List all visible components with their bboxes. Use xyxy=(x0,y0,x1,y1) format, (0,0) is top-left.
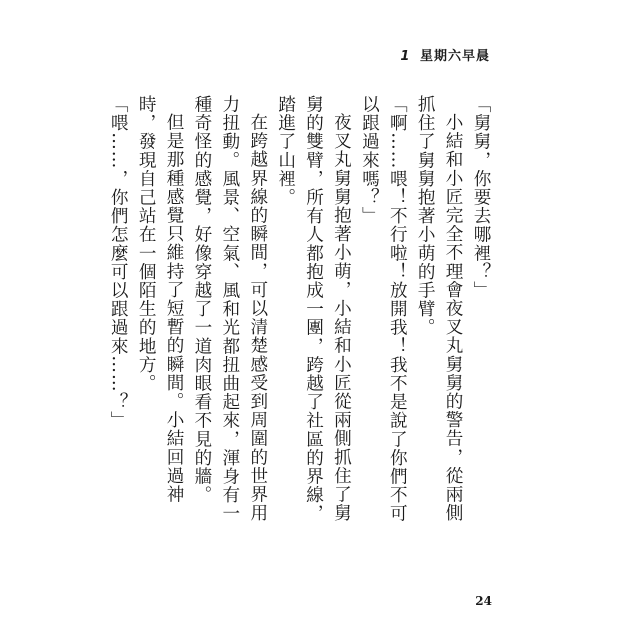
body-text xyxy=(103,95,494,525)
paragraph-dialogue: 「喂……，你們怎麼可以跟過來……？」 xyxy=(108,95,129,430)
paragraph: 但是那種感覺只維持了短暫的瞬間。小結回過神時，發現自己站在一個陌生的地方。 xyxy=(136,95,185,504)
paragraph: 夜叉丸舅舅抱著小萌，小結和小匠從兩側抓住了舅舅的雙臂，所有人都抱成一團，跨越了社區的界線，踏進了山裡。 xyxy=(275,95,352,523)
running-header xyxy=(400,45,490,64)
paragraph-dialogue: 「舅舅，你要去哪裡？」 xyxy=(471,95,491,300)
paragraph-dialogue: 「啊……喂！不行啦！放開我！我不是說了你們不可以跟過來嗎？」 xyxy=(359,95,408,523)
paragraph: 小結和小匠完全不理會夜叉丸舅舅的警告，從兩側抓住了舅舅抱著小萌的手臂。 xyxy=(415,95,464,522)
page-number: 24 xyxy=(475,594,492,608)
paragraph: 在跨越界線的瞬間，可以清楚感受到周圍的世界用力扭動。風景、空氣、風和光都扭曲起來，渾身有一種奇怪的感覺，好像穿越了一道肉眼看不見的牆。 xyxy=(191,95,268,523)
chapter-title: 星期六早晨 xyxy=(419,49,490,64)
chapter-number: 1 xyxy=(400,49,411,64)
